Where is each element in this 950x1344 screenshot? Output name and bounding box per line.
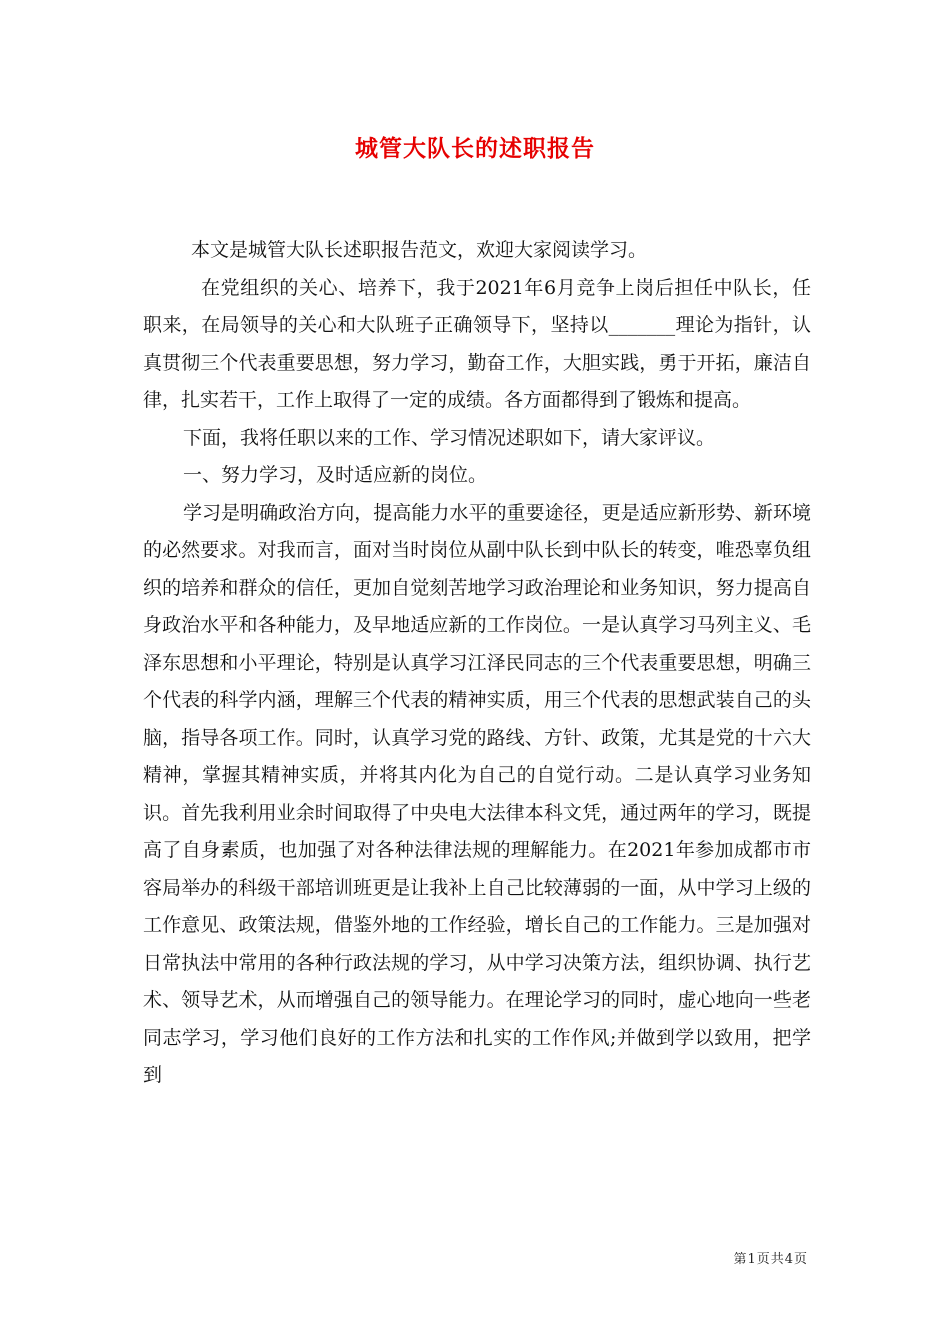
section-heading: 一、努力学习，及时适应新的岗位。 bbox=[183, 464, 488, 486]
intro-paragraph: 本文是城管大队长述职报告范文，欢迎大家阅读学习。 bbox=[191, 239, 648, 261]
body-paragraph: 下面，我将任职以来的工作、学习情况述职如下，请大家评议。 bbox=[183, 426, 716, 449]
body-paragraph: 在党组织的关心、培养下，我于2021年6月竞争上岗后担任中队长，任职来，在局领导的关心和大队班子正确领导下，坚持以_______理论为指针，认真贯彻三个代表重要思想，努力学习，勤奋工作，大胆实践，勇于开拓，廉洁自律，扎实若干，工作上取得了一定的成绩。各方面都得到了锻炼和提高。 bbox=[143, 276, 811, 411]
body-paragraph: 学习是明确政治方向，提高能力水平的重要途径，更是适应新形势、新环境的必然要求。对我而言，面对当时岗位从副中队长到中队长的转变，唯恐辜负组织的培养和群众的信任，更加自觉刻苦地学习政治理论和业务知识，努力提高自身政治水平和各种能力，及早地适应新的工作岗位。一是认真学习马列主义、毛泽东思想和小平理论，特别是认真学习江泽民同志的三个代表重要思想，明确三个代表的科学内涵，理解三个代表的精神实质，用三个代表的思想武装自己的头脑，指导各项工作。同时，认真学习党的路线、方针、政策，尤其是党的十六大精神，掌握其精神实质，并将其内化为自己的自觉行动。二是认真学习业务知识。首先我利用业余时间取得了中央电大法律本科文凭，通过两年的学习，既提高了自身素质，也加强了对各种法律法规的理解能力。在2021年参加成都市市容局举办的科级干部培训班更是让我补上自己比较薄弱的一面，从中学习上级的工作意见、政策法规，借鉴外地的工作经验，增长自己的工作能力。三是加强对日常执法中常用的各种行政法规的学习，从中学习决策方法，组织协调、执行艺术、领导艺术，从而增强自己的领导能力。在理论学习的同时，虚心地向一些老同志学习，学习他们良好的工作方法和扎实的工作作风;并做到学以致用，把学到 bbox=[143, 501, 811, 1086]
document-title: 城管大队长的述职报告 bbox=[355, 135, 595, 162]
document-body bbox=[143, 232, 811, 1095]
page-number-label: 第1页共4页 bbox=[733, 1252, 808, 1267]
page-footer bbox=[733, 1248, 808, 1267]
